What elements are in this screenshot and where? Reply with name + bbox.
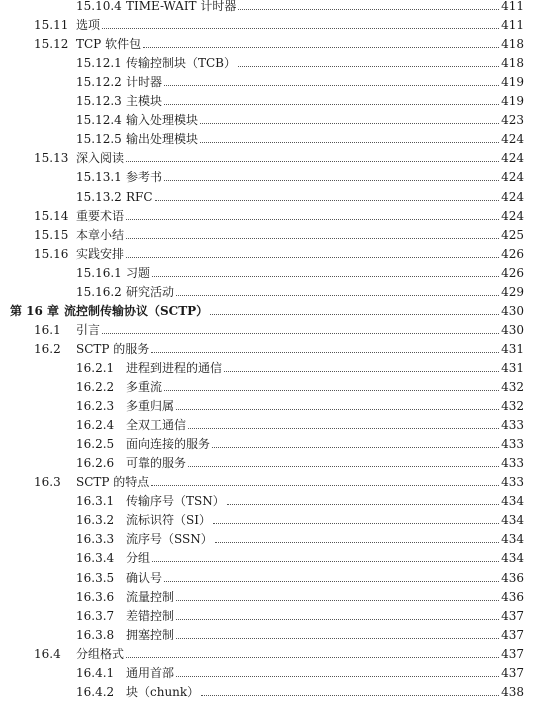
toc-section-entry[interactable] [34, 336, 524, 356]
toc-entry-page: 411 [501, 18, 524, 33]
toc-entry-page: 433 [501, 437, 524, 452]
toc-entry-page: 437 [501, 646, 524, 661]
toc-entry-number: 16.4.2 [76, 684, 115, 699]
toc-entry-number: 16.2 [34, 341, 61, 356]
toc-section-entry[interactable] [34, 222, 524, 242]
toc-entry-number: 16.3.7 [76, 608, 115, 623]
toc-entry-number: 16.2.5 [76, 437, 115, 452]
toc-entry-number: 第 16 章 [10, 303, 60, 318]
toc-subsection-entry[interactable] [76, 279, 524, 299]
dot-leader [164, 389, 499, 391]
dot-leader [238, 65, 499, 67]
toc-entry-number: 16.2.2 [76, 380, 115, 394]
dot-leader [224, 370, 499, 372]
toc-entry-number: 16.3.6 [76, 589, 115, 604]
dot-leader [210, 313, 499, 315]
toc-entry-number: 15.12.3 [76, 94, 122, 109]
dot-leader [126, 256, 499, 258]
toc-entry-number: 15.15 [34, 227, 69, 242]
toc-entry-page: 434 [501, 551, 524, 566]
toc-entry-title: 拥塞控制 [126, 627, 175, 642]
toc-entry-number: 16.2.4 [76, 418, 115, 433]
dot-leader [155, 199, 500, 201]
toc-entry-title: 块（chunk） [126, 684, 200, 699]
toc-entry-title: TCP 软件包 [76, 37, 142, 52]
toc-entry-page: 431 [501, 360, 524, 375]
toc-entry-page: 430 [501, 322, 524, 337]
toc-entry-page: 434 [501, 532, 524, 547]
toc-entry-number: 15.12 [34, 37, 69, 52]
dot-leader [212, 446, 499, 448]
toc-entry-title: 差错控制 [126, 608, 175, 623]
toc-chapter-entry[interactable] [10, 298, 524, 318]
toc-entry-title: 传输序号（TSN） [126, 494, 225, 509]
toc-section-entry[interactable] [34, 31, 524, 51]
dot-leader [200, 141, 499, 143]
toc-entry-title: 多重归属 [126, 399, 175, 414]
toc-entry-title: 流序号（SSN） [126, 532, 213, 547]
dot-leader [151, 484, 499, 486]
toc-entry-page: 437 [501, 608, 524, 623]
toc-entry-title: 引言 [76, 322, 101, 337]
dot-leader [152, 275, 499, 277]
toc-entry-title: 确认号 [126, 570, 163, 585]
toc-entry-page: 425 [501, 227, 524, 242]
toc-subsection-entry[interactable] [76, 431, 524, 451]
dot-leader [164, 580, 499, 582]
toc-entry-title: 流控制传输协议（SCTP） [64, 303, 209, 318]
toc-subsection-entry[interactable] [76, 107, 524, 127]
toc-section-entry[interactable] [34, 203, 524, 223]
toc-subsection-entry[interactable] [76, 565, 524, 585]
toc-entry-number: 15.16.2 [76, 284, 122, 299]
toc-entry-title: 进程到进程的通信 [126, 360, 223, 375]
toc-subsection-entry[interactable] [76, 126, 524, 146]
toc-entry-title: 多重流 [126, 380, 163, 394]
toc-subsection-entry[interactable] [76, 679, 524, 699]
toc-entry-page: 438 [501, 684, 524, 699]
toc-entry-title: 主模块 [126, 94, 163, 109]
dot-leader [151, 351, 499, 353]
toc-subsection-entry[interactable] [76, 450, 524, 470]
dot-leader [238, 8, 499, 10]
toc-entry-title: 流标识符（SI） [126, 513, 211, 528]
toc-entry-page: 424 [501, 189, 524, 204]
toc-entry-number: 16.3.3 [76, 532, 115, 547]
toc-entry-title: 本章小结 [76, 227, 125, 242]
toc-entry-page: 419 [501, 94, 524, 109]
toc-subsection-entry[interactable] [76, 50, 524, 70]
dot-leader [143, 46, 499, 48]
toc-entry-page: 418 [501, 37, 524, 52]
toc-entry-title: 重要术语 [76, 208, 125, 223]
toc-subsection-entry[interactable] [76, 184, 524, 204]
toc-subsection-entry[interactable] [76, 507, 524, 527]
toc-entry-page: 434 [501, 513, 524, 528]
toc-entry-title: 实践安排 [76, 246, 125, 261]
toc-entry-page: 430 [501, 303, 524, 318]
toc-subsection-entry[interactable] [76, 88, 524, 108]
toc-entry-number: 15.11 [34, 18, 69, 33]
toc-entry-title: 参考书 [126, 170, 163, 185]
toc-entry-page: 434 [501, 494, 524, 509]
toc-entry-page: 423 [501, 113, 524, 128]
toc-subsection-entry[interactable] [76, 164, 524, 184]
toc-entry-page: 426 [501, 265, 524, 280]
toc-entry-title: 通用首部 [126, 665, 175, 680]
toc-entry-page: 424 [501, 208, 524, 223]
toc-section-entry[interactable] [34, 469, 524, 489]
toc-entry-title: 流量控制 [126, 589, 175, 604]
toc-entry-number: 15.13.1 [76, 170, 122, 185]
toc-subsection-entry[interactable] [76, 412, 524, 432]
toc-entry-number: 15.12.1 [76, 56, 122, 71]
toc-entry-title: 全双工通信 [126, 418, 187, 433]
toc-entry-title: SCTP 的服务 [76, 341, 150, 356]
dot-leader [164, 103, 499, 105]
toc-entry-number: 16.2.1 [76, 360, 115, 375]
toc-entry-number: 16.4.1 [76, 665, 115, 680]
dot-leader [200, 122, 499, 124]
toc-entry-title: SCTP 的特点 [76, 475, 150, 490]
dot-leader [227, 503, 499, 505]
toc-entry-page: 429 [501, 284, 524, 299]
toc-entry-title: 计时器 [126, 75, 163, 90]
toc-entry-number: 15.13.2 [76, 189, 122, 204]
toc-entry-page: 431 [501, 341, 524, 356]
toc-entry-number: 16.4 [34, 646, 61, 661]
toc-entry-title: 研究活动 [126, 284, 175, 299]
toc-entry-page: 433 [501, 456, 524, 471]
toc-entry-title: 分组格式 [76, 646, 125, 661]
toc-section-entry[interactable] [34, 641, 524, 661]
toc-entry-title: 输出处理模块 [126, 132, 199, 147]
dot-leader [188, 465, 499, 467]
toc-entry-page: 418 [501, 56, 524, 71]
toc-entry-number: 15.12.4 [76, 113, 122, 128]
toc-entry-page: 411 [501, 0, 524, 13]
toc-entry-number: 16.3.8 [76, 627, 115, 642]
dot-leader [215, 541, 499, 543]
dot-leader [102, 27, 499, 29]
toc-entry-title: 选项 [76, 18, 101, 33]
toc-subsection-entry[interactable] [76, 584, 524, 604]
toc-entry-number: 16.3.1 [76, 494, 115, 509]
dot-leader [126, 656, 499, 658]
toc-entry-page: 432 [501, 380, 524, 394]
dot-leader [213, 522, 499, 524]
toc-entry-title: 分组 [126, 551, 151, 566]
toc-entry-number: 16.2.6 [76, 456, 115, 471]
toc-entry-page: 437 [501, 627, 524, 642]
toc-subsection-entry[interactable] [76, 660, 524, 680]
toc-entry-title: 习题 [126, 265, 151, 280]
toc-subsection-entry[interactable] [76, 603, 524, 623]
toc-entry-number: 16.3.4 [76, 551, 115, 566]
toc-subsection-entry[interactable] [76, 622, 524, 642]
toc-section-entry[interactable] [34, 12, 524, 32]
toc-entry-number: 16.1 [34, 322, 61, 337]
toc-entry-number: 15.12.5 [76, 132, 122, 147]
toc-subsection-entry[interactable] [76, 393, 524, 413]
dot-leader [126, 218, 499, 220]
dot-leader [176, 294, 499, 296]
toc-entry-number: 15.16.1 [76, 265, 122, 280]
toc-entry-title: 深入阅读 [76, 151, 125, 166]
toc-entry-number: 16.3 [34, 475, 61, 490]
toc-entry-number: 16.3.5 [76, 570, 115, 585]
toc-section-entry[interactable] [34, 145, 524, 165]
dot-leader [176, 599, 499, 601]
toc-subsection-entry[interactable] [76, 69, 524, 89]
toc-subsection-entry[interactable] [76, 545, 524, 565]
toc-entry-page: 433 [501, 475, 524, 490]
toc-section-entry[interactable] [34, 317, 524, 337]
toc-entry-number: 15.13 [34, 151, 69, 166]
toc-subsection-entry[interactable] [76, 488, 524, 508]
toc-entry-title: 面向连接的服务 [126, 437, 211, 452]
toc-entry-page: 424 [501, 170, 524, 185]
dot-leader [176, 637, 499, 639]
toc-entry-page: 436 [501, 589, 524, 604]
toc-entry-page: 424 [501, 132, 524, 147]
dot-leader [176, 675, 499, 677]
dot-leader [126, 237, 499, 239]
dot-leader [176, 618, 499, 620]
toc-entry-title: 输入处理模块 [126, 113, 199, 128]
toc-entry-title: 可靠的服务 [126, 456, 187, 471]
toc-entry-number: 16.2.3 [76, 399, 115, 414]
toc-subsection-entry[interactable] [76, 0, 524, 13]
toc-entry-number: 15.14 [34, 208, 69, 223]
dot-leader [164, 84, 499, 86]
dot-leader [152, 560, 499, 562]
toc-subsection-entry[interactable] [76, 374, 524, 394]
toc-entry-title: RFC [126, 189, 153, 204]
toc-entry-page: 436 [501, 570, 524, 585]
toc-entry-page: 426 [501, 246, 524, 261]
toc-entry-title: 传输控制块（TCB） [126, 56, 237, 71]
toc-entry-page: 433 [501, 418, 524, 433]
dot-leader [176, 408, 499, 410]
toc-entry-number: 15.16 [34, 246, 69, 261]
toc-entry-page: 424 [501, 151, 524, 166]
toc-subsection-entry[interactable] [76, 526, 524, 546]
toc-section-entry[interactable] [34, 241, 524, 261]
toc-entry-page: 437 [501, 665, 524, 680]
dot-leader [164, 179, 499, 181]
dot-leader [126, 160, 499, 162]
toc-entry-number: 15.12.2 [76, 75, 122, 90]
toc-subsection-entry[interactable] [76, 355, 524, 375]
toc-entry-page: 432 [501, 399, 524, 414]
toc-entry-number: 16.3.2 [76, 513, 115, 528]
toc-entry-title: TIME-WAIT 计时器 [126, 0, 237, 13]
toc-entry-number: 15.10.4 [76, 0, 122, 13]
dot-leader [188, 427, 499, 429]
toc-entry-page: 419 [501, 75, 524, 90]
toc-subsection-entry[interactable] [76, 260, 524, 280]
dot-leader [102, 332, 499, 334]
dot-leader [201, 694, 499, 696]
